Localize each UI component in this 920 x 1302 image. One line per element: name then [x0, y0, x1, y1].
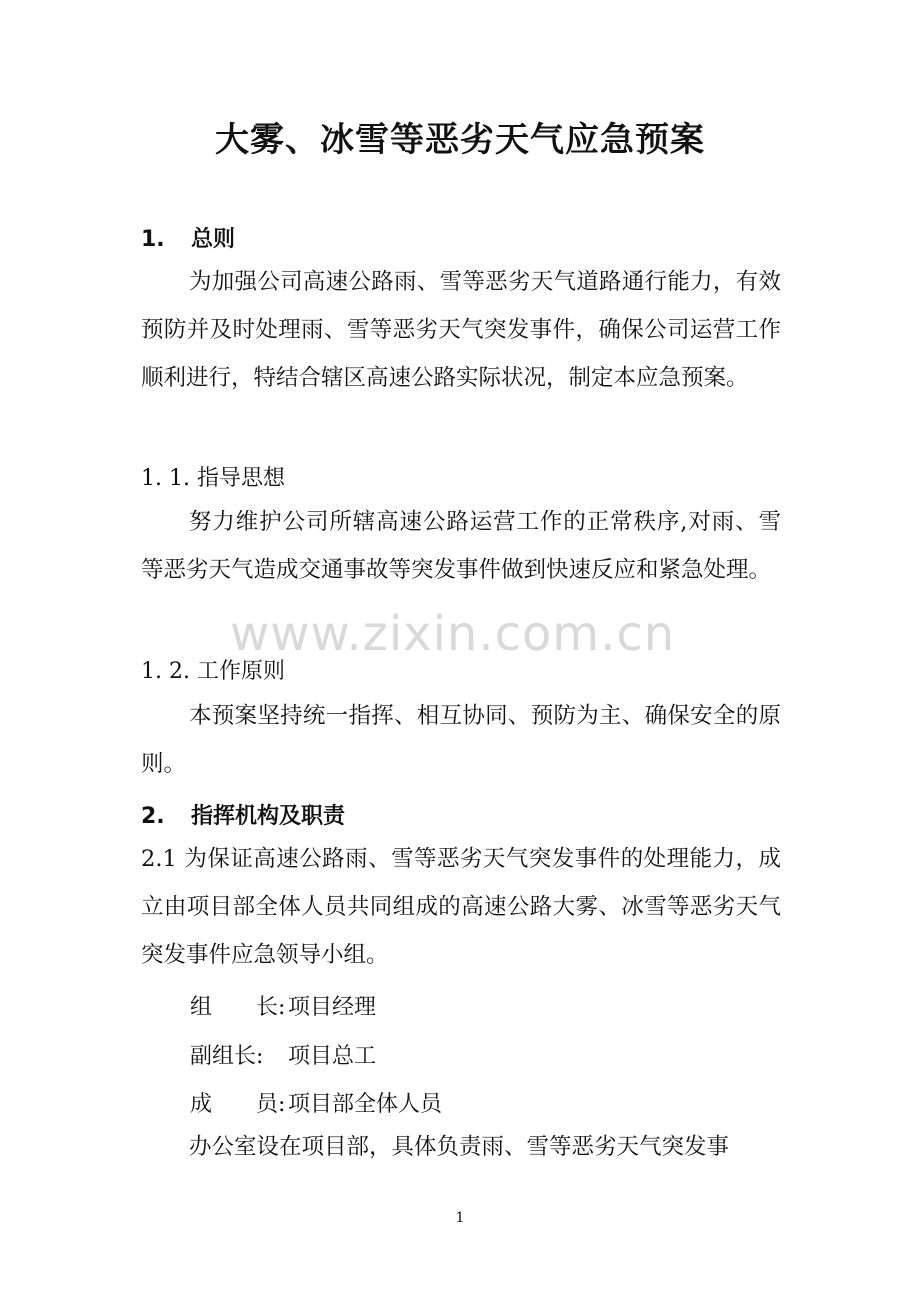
- section-2-number: 2.: [141, 804, 165, 829]
- leader-label: 组 长:: [190, 995, 286, 1020]
- section-1-2-heading: 1. 2. 工作原则: [141, 659, 285, 684]
- document-title: 大雾、冰雪等恶劣天气应急预案: [215, 120, 705, 160]
- section-2-heading: [141, 799, 345, 830]
- deputy-label: 副组长:: [190, 1044, 264, 1069]
- section-1-title: 总则: [191, 227, 236, 252]
- leader-line: [190, 990, 376, 1021]
- office-paragraph: 办公室设在项目部，具体负责雨、雪等恶劣天气突发事: [189, 1134, 730, 1160]
- section-1-heading: [141, 222, 235, 253]
- member-line: [190, 1087, 442, 1118]
- section-2-title: 指挥机构及职责: [191, 804, 346, 829]
- section-1-2-paragraph: 本预案坚持统一指挥、相互协同、预防为主、确保安全的原则。: [141, 703, 781, 777]
- deputy-line: [190, 1039, 376, 1070]
- deputy-value: 项目总工: [288, 1044, 377, 1069]
- section-1-1-heading: 1. 1. 指导思想: [141, 466, 285, 491]
- section-1-number: 1.: [141, 227, 165, 252]
- leader-value: 项目经理: [288, 995, 377, 1020]
- page-number: 1: [455, 1210, 465, 1226]
- section-1-paragraph: 为加强公司高速公路雨、雪等恶劣天气道路通行能力，有效预防并及时处理雨、雪等恶劣天气突发事件，确保公司运营工作顺利进行，特结合辖区高速公路实际状况，制定本应急预案。: [141, 269, 781, 391]
- section-2-1-paragraph: 2.1 为保证高速公路雨、雪等恶劣天气突发事件的处理能力，成立由项目部全体人员共同组成的高速公路大雾、冰雪等恶劣天气突发事件应急领导小组。: [141, 846, 781, 968]
- member-value: 项目部全体人员: [288, 1092, 443, 1117]
- member-label: 成 员:: [190, 1092, 286, 1117]
- section-1-1-paragraph: 努力维护公司所辖高速公路运营工作的正常秩序,对雨、雪等恶劣天气造成交通事故等突发事件做到快速反应和紧急处理。: [141, 509, 781, 583]
- watermark-text: www.zixin.com.cn: [230, 606, 676, 662]
